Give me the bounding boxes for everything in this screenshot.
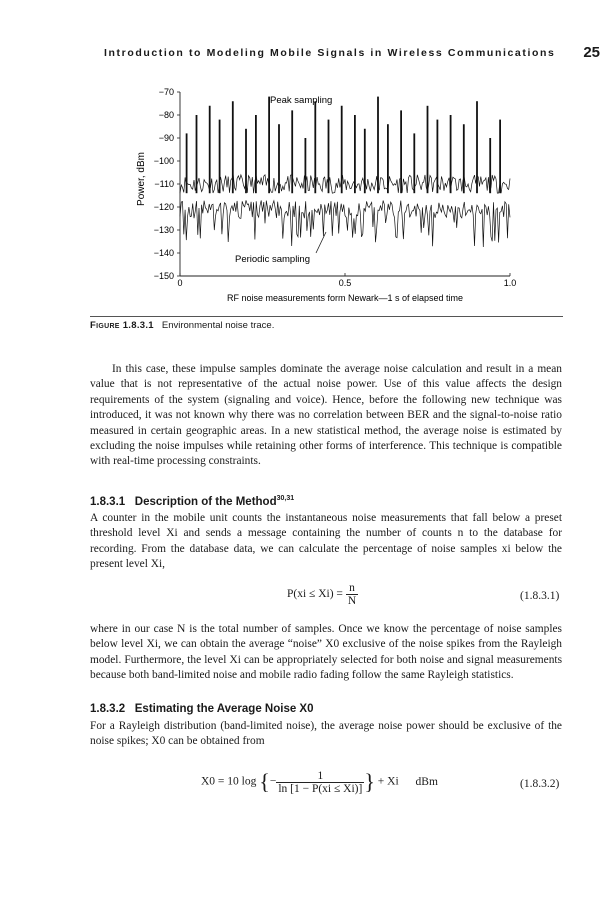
figure-label: Figure 1.8.3.1 bbox=[90, 320, 154, 331]
figure-caption bbox=[90, 320, 274, 331]
section-2-title: Estimating the Average Noise X0 bbox=[134, 703, 314, 715]
section-heading-2 bbox=[90, 703, 314, 715]
figure-caption-text: Environmental noise trace. bbox=[161, 320, 275, 331]
paragraph-2: A counter in the mobile unit counts the instantaneous noise measurements that fall below a preset threshold level Xi and sends a message containing the number of counts n to the database for recording. From the database data, we can calculate the percentage of noise samples xi below the present level Xi, bbox=[90, 512, 562, 571]
y-tick-label: −140 bbox=[153, 248, 174, 258]
eq2-rhs: + Xi bbox=[377, 775, 399, 788]
y-tick-label: −150 bbox=[153, 271, 174, 281]
eq1-lhs: P(xi ≤ Xi) = bbox=[287, 588, 343, 601]
paragraph-1: In this case, these impulse samples dominate the average noise calculation and result in a mean value that is not representative of the actual noise power. Use of this value affects the design requirements of the system (signaling and voice). Hence, before the following new technique was introduced, it was not known why there was no correlation between BER and the signal-to-noise ratio measured in certain geographic areas. In a new statistical method, the average noise is estimated by excluding the noise impulses while retaining other forms of interference. This technique is compatible with real-time processing constraints. bbox=[90, 363, 562, 468]
eq1-denominator: N bbox=[347, 595, 357, 607]
section-2-number: 1.8.3.2 bbox=[90, 703, 126, 715]
section-1-number: 1.8.3.1 bbox=[90, 495, 126, 508]
eq1-numerator: n bbox=[346, 582, 358, 595]
y-tick-label: −130 bbox=[153, 225, 174, 235]
equation-1 bbox=[287, 582, 358, 607]
x-tick-label: 1.0 bbox=[503, 278, 517, 288]
eq2-lhs: X0 = 10 log bbox=[201, 775, 257, 788]
section-heading-1 bbox=[90, 495, 294, 508]
y-tick-label: −90 bbox=[158, 133, 174, 143]
running-header bbox=[104, 44, 600, 64]
y-tick-label: −80 bbox=[158, 110, 174, 120]
y-tick-label: −110 bbox=[154, 179, 174, 189]
paragraph-4: For a Rayleigh distribution (band-limited noise), the average noise power should be exclusive of the noise spikes; X0 can be obtained from bbox=[90, 720, 562, 748]
y-tick-label: −70 bbox=[158, 87, 174, 97]
eq2-denominator: ln [1 − P(xi ≤ Xi)] bbox=[278, 782, 363, 795]
equation-2: X0 = 10 log {− $\frac{1}{\ln [1 - P(xi \le Xi)]}$ } + Xi dBm bbox=[201, 769, 438, 795]
equation-1-number: (1.8.3.1) bbox=[520, 590, 560, 602]
y-tick-label: −100 bbox=[153, 156, 174, 166]
periodic-sampling-annotation: Periodic sampling bbox=[235, 254, 310, 265]
periodic-sampling-leader bbox=[316, 232, 326, 253]
section-1-refs: 30,31 bbox=[276, 495, 295, 502]
eq2-numerator: 1 bbox=[276, 770, 364, 783]
section-1-title: Description of the Method bbox=[134, 495, 277, 508]
paragraph-3: where in our case N is the total number of samples. Once we know the percentage of noise samples below level Xi, we can obtain the average “noise” X0 exclusive of the noise spikes from the Rayleigh model. Furthermore, the level Xi can be appropriately selected for both noise and signal measurements because both band-limited noise and mobile radio fading follow the same Rayleigh statistics. bbox=[90, 623, 562, 682]
chart-traces bbox=[180, 97, 510, 247]
x-tick-label: 0 bbox=[177, 278, 183, 288]
y-axis-label: Power, dBm bbox=[136, 152, 147, 206]
x-tick-label: 0.5 bbox=[338, 278, 352, 288]
x-axis-label: RF noise measurements form Newark—1 s of elapsed time bbox=[226, 293, 464, 303]
eq2-unit: dBm bbox=[415, 775, 438, 788]
caption-rule bbox=[90, 316, 563, 317]
equation-2-number: (1.8.3.2) bbox=[520, 778, 560, 790]
noise-trace-chart bbox=[130, 82, 520, 312]
running-title: Introduction to Modeling Mobile Signals in Wireless Communications bbox=[104, 47, 556, 59]
y-tick-label: −120 bbox=[153, 202, 174, 212]
trace-peak-sampling bbox=[180, 175, 510, 193]
trace-periodic-sampling bbox=[180, 200, 510, 247]
peak-sampling-annotation: Peak sampling bbox=[270, 95, 333, 106]
page-number: 25 bbox=[583, 44, 600, 61]
